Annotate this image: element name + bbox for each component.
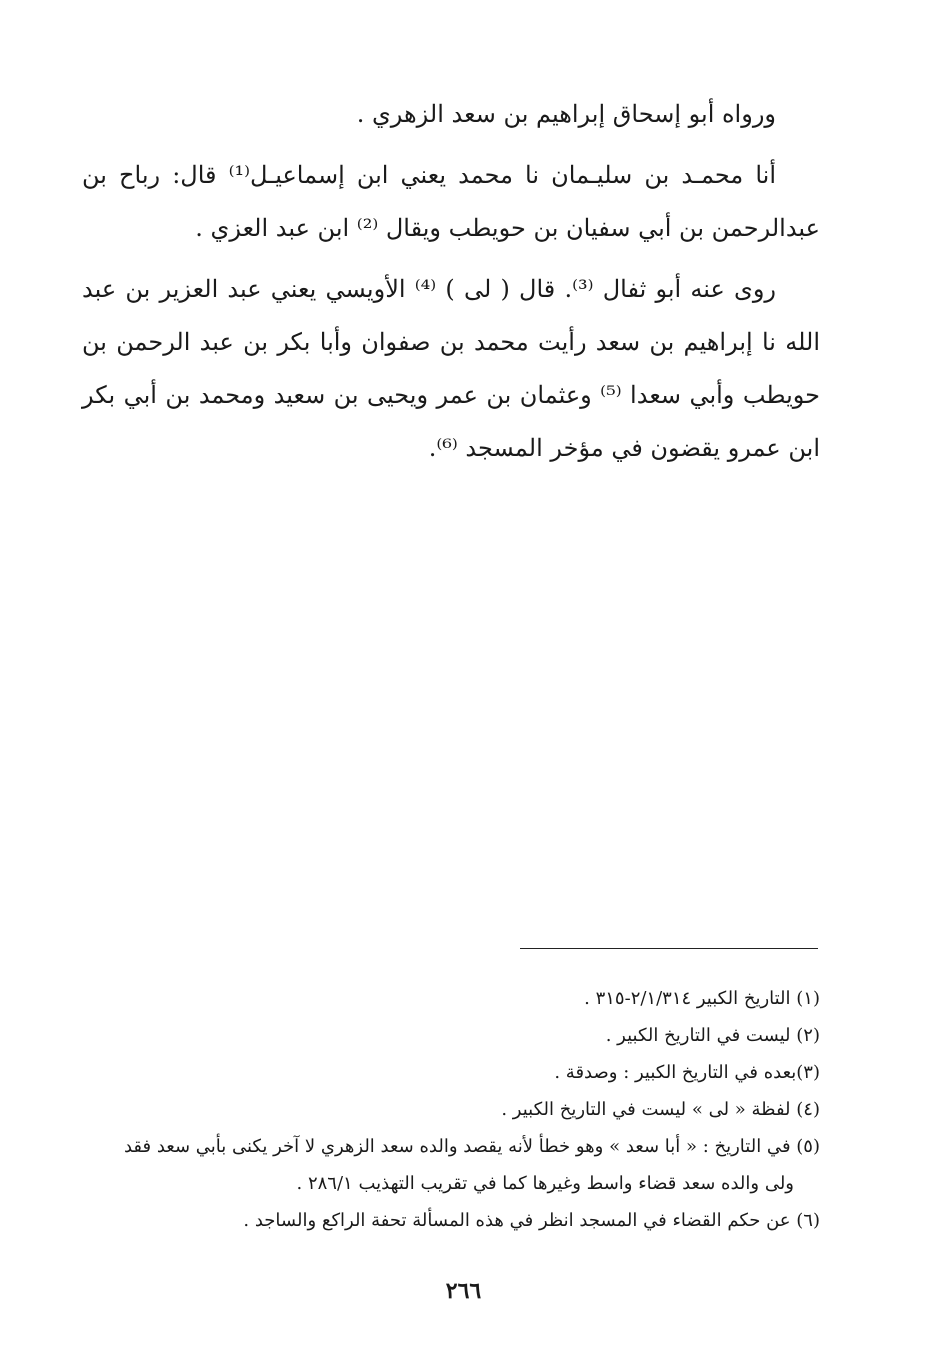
main-text-body — [82, 88, 820, 475]
footnotes-section — [82, 980, 820, 1239]
footnote-5-continuation: ولى والده سعد قضاء واسط وغيرها كما في تقريب التهذيب ٢٨٦/١ . — [296, 1173, 794, 1194]
footnote-1: (١) التاريخ الكبير ٢/١/٣١٤-٣١٥ . — [584, 988, 820, 1009]
footnote-2: (٢) ليست في التاريخ الكبير . — [605, 1025, 820, 1046]
paragraph-2: أنا محمـد بن سليـمان نا محمد يعني ابن إسماعيـل⁽¹⁾ قال: رباح بن عبدالرحمن بن أبي سفيان بن حويطب ويقال ⁽²⁾ ابن عبد العزي . — [82, 161, 820, 242]
page-number: ٢٦٦ — [445, 1278, 482, 1304]
footnote-5: (٥) في التاريخ : « أبا سعد » وهو خطأ لأنه يقصد والده سعد الزهري لا آخر يكنى بأبي سعد فقد — [123, 1136, 820, 1157]
paragraph-3: روى عنه أبو ثفال ⁽³⁾. قال ( لى ) ⁽⁴⁾ الأويسي يعني عبد العزير بن عبد الله نا إبراهيم بن سعد رأيت محمد بن صفوان وأبا بكر بن عبد الرحمن بن حويطب وأبي سعدا ⁽⁵⁾ وعثمان بن عمر ويحيى بن سعيد ومحمد بن أبي بكر ابن عمرو يقضون في مؤخر المسجد ⁽⁶⁾. — [82, 275, 821, 462]
footnote-4: (٤) لفظة « لى » ليست في التاريخ الكبير . — [501, 1099, 820, 1120]
footnote-6: (٦) عن حكم القضاء في المسجد انظر في هذه المسألة تحفة الراكع والساجد . — [243, 1210, 820, 1231]
footnote-separator — [520, 948, 818, 949]
paragraph-1: ورواه أبو إسحاق إبراهيم بن سعد الزهري . — [356, 100, 776, 128]
footnote-3: (٣)بعده في التاريخ الكبير : وصدقة . — [554, 1062, 820, 1083]
